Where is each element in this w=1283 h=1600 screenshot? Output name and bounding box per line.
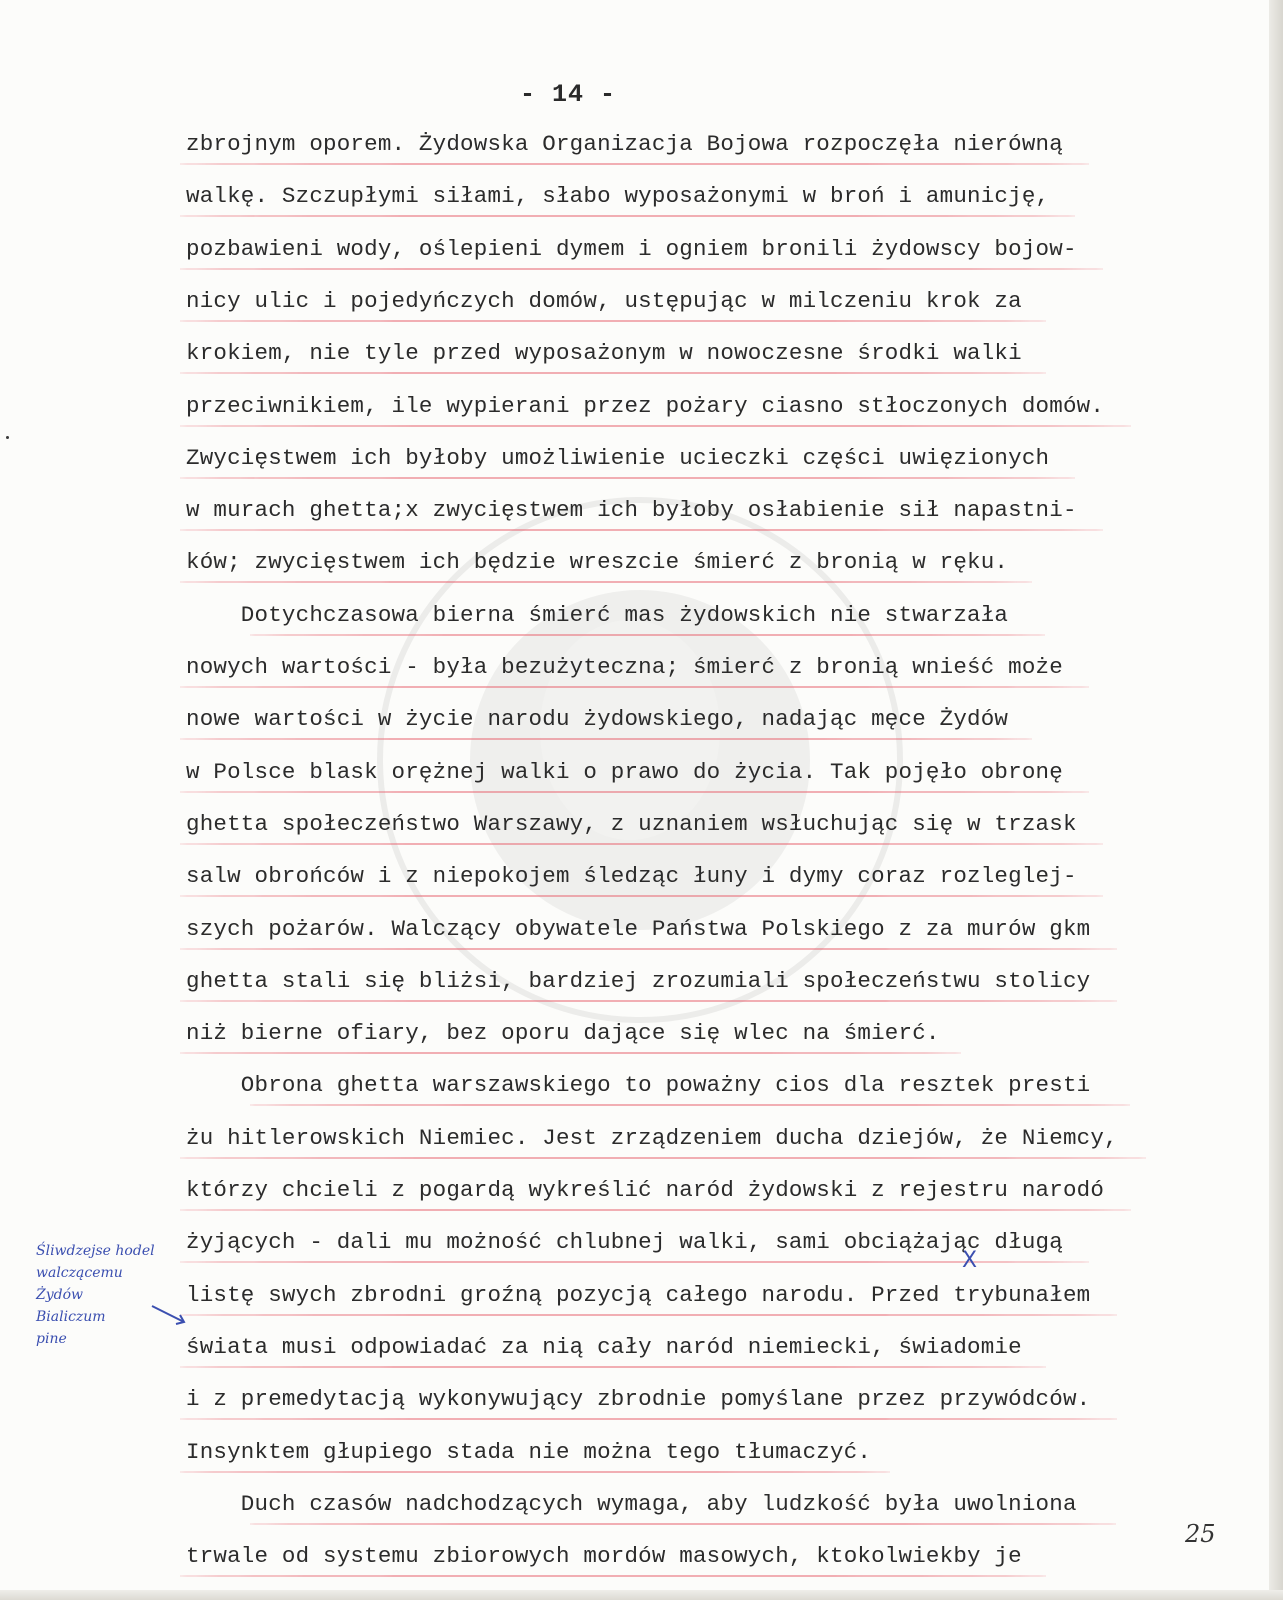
text-line: zbrojnym oporem. Żydowska Organizacja Bojowa rozpoczęła nierówną <box>186 131 1063 157</box>
text-line: walkę. Szczupłymi siłami, słabo wyposażonymi w broń i amunicję, <box>186 183 1050 210</box>
pencil-underline <box>180 1157 1146 1159</box>
annotation-arrow <box>150 1300 190 1330</box>
text-line: którzy chcieli z pogardą wykreślić naród żydowski z rejestru narodó <box>186 1177 1105 1203</box>
pencil-underline <box>250 634 1045 636</box>
page-edge-shadow <box>1269 0 1283 1600</box>
pencil-underline <box>180 477 1075 479</box>
pencil-underline <box>180 1366 1046 1368</box>
text-line: Duch czasów nadchodzących wymaga, aby ludzkość była uwolniona <box>186 1490 1077 1517</box>
pencil-underline <box>180 1471 890 1473</box>
text-line: pozbawieni wody, oślepieni dymem i ogniem bronili żydowscy bojow- <box>186 235 1077 262</box>
text-line: nowe wartości w życie narodu żydowskiego, nadając męce Żydów <box>186 706 1009 733</box>
pencil-underline <box>180 1575 1046 1577</box>
pencil-underline <box>180 425 1131 427</box>
page-number: - 14 - <box>520 80 617 109</box>
text-line: szych pożarów. Walczący obywatele Państwa Polskiego z za murów gkm <box>186 915 1091 942</box>
text-line: Dotychczasowa bierna śmierć mas żydowskich nie stwarzała <box>186 601 1009 628</box>
text-line: i z premedytacją wykonywujący zbrodnie pomyślane przez przywódców. <box>186 1386 1091 1413</box>
text-line: ghetta stali się bliżsi, bardziej zrozumiali społeczeństwu stolicy <box>186 967 1091 994</box>
pencil-underline <box>180 1209 1131 1211</box>
text-line: Obrona ghetta warszawskiego to poważny cios dla resztek presti <box>186 1072 1091 1099</box>
text-line: żu hitlerowskich Niemiec. Jest zrządzeniem ducha dziejów, że Niemcy, <box>186 1124 1118 1151</box>
annotation-line: Bialiczum <box>36 1309 106 1325</box>
annotation-line: pine <box>36 1331 67 1347</box>
text-line: ków; zwycięstwem ich będzie wreszcie śmierć z bronią w ręku. <box>186 549 1009 576</box>
margin-annotation <box>36 1240 186 1350</box>
text-line: w Polsce blask orężnej walki o prawo do życia. Tak pojęło obronę <box>186 758 1063 785</box>
text-line: nowych wartości - była bezużyteczna; śmierć z bronią wnieść może <box>186 654 1063 680</box>
annotation-line: Żydów <box>36 1287 84 1303</box>
pencil-underline <box>180 843 1103 845</box>
text-line: przeciwnikiem, ile wypierani przez pożary ciasno stłoczonych domów. <box>186 392 1105 419</box>
text-line: krokiem, nie tyle przed wyposażonym w nowoczesne środki walki <box>186 340 1022 367</box>
pencil-underline <box>180 320 1046 322</box>
text-line: świata musi odpowiadać za nią cały naród niemiecki, świadomie <box>186 1333 1022 1360</box>
paper-speck <box>6 436 9 439</box>
page-bottom-edge <box>0 1590 1283 1600</box>
insertion-mark: X <box>962 1248 978 1273</box>
pencil-underline <box>180 268 1103 270</box>
text-line: niż bierne ofiary, bez oporu dające się wlec na śmierć. <box>186 1020 940 1047</box>
text-line: nicy ulic i pojedyńczych domów, ustępując w milczeniu krok za <box>186 287 1022 314</box>
text-line: listę swych zbrodni groźną pozycją całego narodu. Przed trybunałem <box>186 1281 1091 1308</box>
text-line: trwale od systemu zbiorowych mordów masowych, ktokolwiekby je <box>186 1543 1022 1570</box>
pencil-underline <box>180 791 1089 793</box>
pencil-underline <box>250 1523 1116 1525</box>
text-line: Zwycięstwem ich byłoby umożliwienie ucieczki części uwięzionych <box>186 444 1050 471</box>
pencil-underline <box>180 529 1103 531</box>
text-line: Insynktem głupiego stada nie można tego tłumaczyć. <box>186 1438 872 1465</box>
text-line: salw obrońców i z niepokojem śledząc łuny i dymy coraz rozleglej- <box>186 863 1077 890</box>
folio-number: 25 <box>1185 1520 1216 1548</box>
pencil-underline <box>180 163 1089 165</box>
pencil-underline <box>180 1052 961 1054</box>
annotation-line: Śliwdzejse hodel <box>36 1243 155 1259</box>
text-line: w murach ghetta;x zwycięstwem ich byłoby osłabienie sił napastni- <box>186 497 1077 524</box>
pencil-underline <box>180 948 1117 950</box>
pencil-underline <box>180 1314 1117 1316</box>
text-line: ghetta społeczeństwo Warszawy, z uznaniem wsłuchując się w trzask <box>186 810 1077 837</box>
pencil-underline <box>180 686 1089 688</box>
annotation-line: walczącemu <box>36 1265 123 1281</box>
text-line: żyjących - dali mu możność chlubnej walki, sami obciążając długą <box>186 1229 1063 1256</box>
pencil-underline <box>180 1000 1117 1002</box>
